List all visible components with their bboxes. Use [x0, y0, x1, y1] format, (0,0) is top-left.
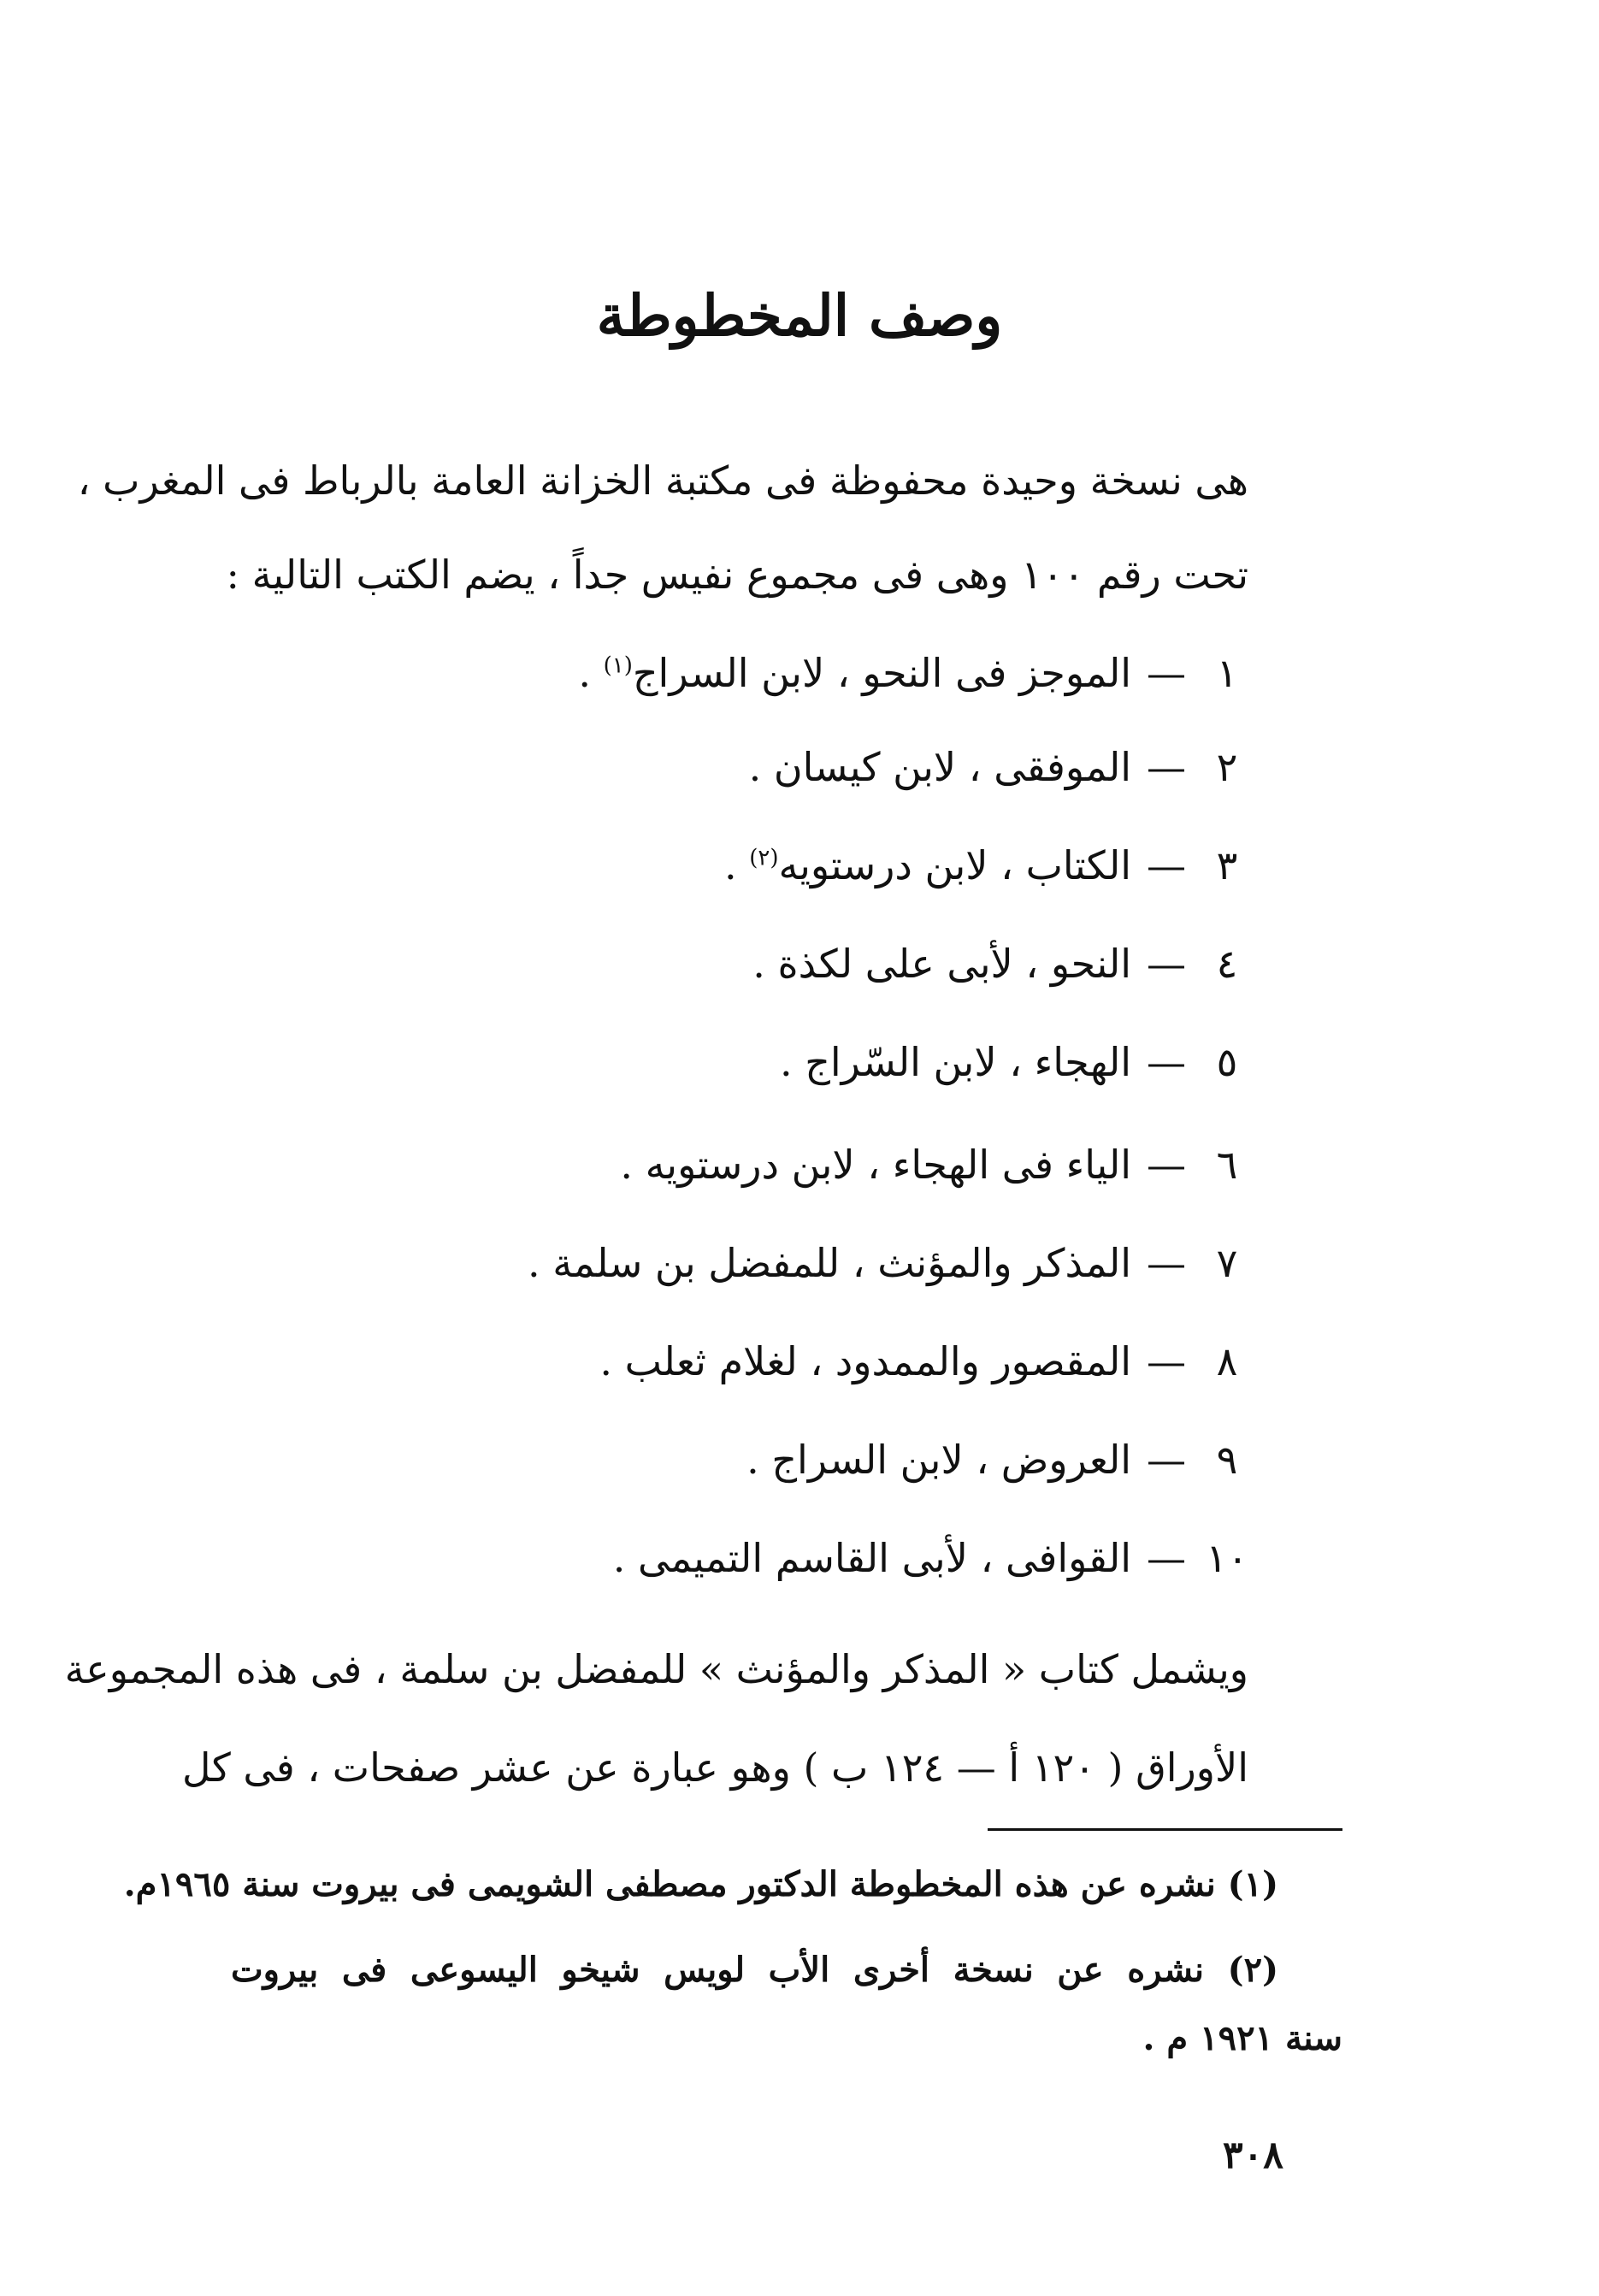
- dash: —: [1147, 1535, 1186, 1581]
- list-item: ٨—المقصور والممدود ، لغلام ثعلب .: [599, 1338, 1253, 1384]
- item-number: ٣: [1216, 842, 1238, 888]
- dash: —: [1147, 1039, 1186, 1085]
- intro-line-1: هى نسخة وحيدة محفوظة فى مكتبة الخزانة العامة بالرباط فى المغرب ،: [77, 457, 1248, 504]
- intro-line-2: تحت رقم ١٠٠ وهى فى مجموع نفيس جداً ، يضم الكتب التالية :: [226, 552, 1248, 598]
- item-text: الياء فى الهجاء ، لابن درستويه: [645, 1142, 1131, 1188]
- list-item: ١٠—القوافى ، لأبى القاسم التميمى .: [613, 1535, 1253, 1581]
- dash: —: [1147, 650, 1186, 696]
- list-item: ٢—الموفقى ، لابن كيسان .: [749, 744, 1253, 790]
- item-text: الموفقى ، لابن كيسان: [773, 744, 1131, 790]
- item-number: ٥: [1216, 1039, 1238, 1085]
- footnote-ref: (١): [603, 652, 633, 679]
- dash: —: [1147, 842, 1186, 888]
- para-line-2: الأوراق ( ١٢٠ أ — ١٢٤ ب ) وهو عبارة عن عشر صفحات ، فى كل: [182, 1744, 1248, 1791]
- item-text: المقصور والممدود ، لغلام ثعلب: [624, 1338, 1131, 1384]
- list-item: ٤—النحو ، لأبى على لكذة .: [752, 941, 1253, 987]
- item-text: الهجاء ، لابن السّراج: [805, 1039, 1131, 1085]
- dash: —: [1147, 1142, 1186, 1188]
- item-text: الموجز فى النحو ، لابن السراج: [632, 650, 1131, 696]
- item-number: ١: [1216, 650, 1238, 696]
- dash: —: [1147, 744, 1186, 790]
- item-text: القوافى ، لأبى القاسم التميمى: [638, 1535, 1131, 1581]
- dash: —: [1147, 941, 1186, 987]
- dash: —: [1147, 1338, 1186, 1384]
- page-title: وصف المخطوطة: [596, 282, 1003, 349]
- footnote-ref: (٢): [749, 845, 779, 871]
- item-text: النحو ، لأبى على لكذة: [777, 941, 1131, 987]
- item-number: ٦: [1216, 1142, 1238, 1188]
- item-number: ٧: [1216, 1240, 1238, 1286]
- item-text: الكتاب ، لابن درستويه: [778, 842, 1131, 888]
- item-text: العروض ، لابن السراج: [771, 1437, 1131, 1483]
- list-item: ٥—الهجاء ، لابن السّراج .: [780, 1039, 1253, 1085]
- dash: —: [1147, 1437, 1186, 1483]
- item-number: ١٠: [1206, 1535, 1248, 1581]
- page-number: ٣٠٨: [1223, 2134, 1283, 2177]
- item-number: ٢: [1216, 744, 1238, 790]
- item-number: ٩: [1216, 1437, 1238, 1483]
- item-number: ٨: [1216, 1338, 1238, 1384]
- footnote-2: (٢) نشره عن نسخة أخرى الأب لويس شيخو اليسوعى فى بيروت: [231, 1950, 1278, 1990]
- footnote-2-cont: سنة ١٩٢١ م .: [1142, 2018, 1342, 2058]
- item-text: المذكر والمؤنث ، للمفضل بن سلمة: [552, 1240, 1131, 1286]
- dash: —: [1147, 1240, 1186, 1286]
- list-item: ٦—الياء فى الهجاء ، لابن درستويه .: [620, 1142, 1253, 1188]
- list-item: ٩—العروض ، لابن السراج .: [746, 1437, 1253, 1483]
- item-number: ٤: [1216, 941, 1238, 987]
- footnote-1: (١) نشره عن هذه المخطوطة الدكتور مصطفى الشويمى فى بيروت سنة ١٩٦٥م.: [123, 1864, 1278, 1904]
- list-item: ١—الموجز فى النحو ، لابن السراج$^{(١)}$ .: [578, 650, 1253, 696]
- list-item: ٧—المذكر والمؤنث ، للمفضل بن سلمة .: [528, 1240, 1253, 1286]
- list-item: ٣—الكتاب ، لابن درستويه$^{(٢)}$ .: [724, 842, 1253, 888]
- footnote-divider: [988, 1828, 1342, 1831]
- para-line-1: ويشمل كتاب « المذكر والمؤنث » للمفضل بن سلمة ، فى هذه المجموعة: [64, 1646, 1248, 1692]
